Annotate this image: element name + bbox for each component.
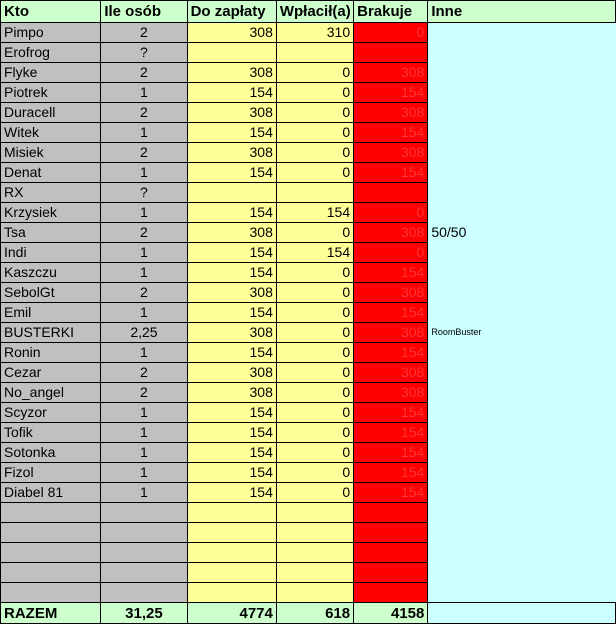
cell-do-zaplaty[interactable] bbox=[187, 563, 276, 583]
cell-inne[interactable] bbox=[428, 583, 616, 603]
cell-kto[interactable]: Tofik bbox=[1, 423, 101, 443]
cell-inne[interactable] bbox=[428, 23, 616, 43]
cell-brakuje[interactable] bbox=[354, 543, 428, 563]
cell-inne[interactable] bbox=[428, 283, 616, 303]
total-wplacil[interactable]: 618 bbox=[276, 603, 353, 624]
cell-inne[interactable]: 50/50 bbox=[428, 223, 616, 243]
cell-ile-osob[interactable]: 2 bbox=[101, 383, 187, 403]
cell-brakuje[interactable]: 308 bbox=[354, 223, 428, 243]
cell-ile-osob[interactable]: 1 bbox=[101, 463, 187, 483]
cell-wplacil[interactable] bbox=[276, 183, 353, 203]
cell-kto[interactable]: Diabel 81 bbox=[1, 483, 101, 503]
cell-brakuje[interactable] bbox=[354, 583, 428, 603]
cell-ile-osob[interactable]: 2 bbox=[101, 363, 187, 383]
table-row bbox=[1, 543, 616, 563]
cell-brakuje[interactable]: 0 bbox=[354, 203, 428, 223]
cell-ile-osob[interactable]: 2,25 bbox=[101, 323, 187, 343]
cell-do-zaplaty[interactable]: 308 bbox=[187, 23, 276, 43]
cell-do-zaplaty[interactable]: 308 bbox=[187, 63, 276, 83]
cell-do-zaplaty[interactable] bbox=[187, 523, 276, 543]
header-row bbox=[1, 1, 616, 23]
cell-inne[interactable] bbox=[428, 463, 616, 483]
cell-wplacil[interactable] bbox=[276, 583, 353, 603]
cell-wplacil[interactable]: 0 bbox=[276, 83, 353, 103]
cell-kto[interactable]: Krzysiek bbox=[1, 203, 101, 223]
table-row bbox=[1, 83, 616, 103]
cell-brakuje[interactable]: 154 bbox=[354, 423, 428, 443]
cell-do-zaplaty[interactable] bbox=[187, 503, 276, 523]
table-row bbox=[1, 503, 616, 523]
cell-do-zaplaty[interactable]: 154 bbox=[187, 463, 276, 483]
cell-wplacil[interactable]: 0 bbox=[276, 323, 353, 343]
cell-inne[interactable] bbox=[428, 443, 616, 463]
cell-ile-osob[interactable]: ? bbox=[101, 43, 187, 63]
cell-kto[interactable]: No_angel bbox=[1, 383, 101, 403]
cell-inne[interactable] bbox=[428, 523, 616, 543]
cell-kto[interactable] bbox=[1, 563, 101, 583]
cell-brakuje[interactable]: 154 bbox=[354, 343, 428, 363]
cell-kto[interactable] bbox=[1, 583, 101, 603]
cell-do-zaplaty[interactable]: 308 bbox=[187, 363, 276, 383]
cell-brakuje[interactable]: 154 bbox=[354, 403, 428, 423]
cell-inne[interactable] bbox=[428, 243, 616, 263]
cell-ile-osob[interactable]: 1 bbox=[101, 303, 187, 323]
table-row bbox=[1, 263, 616, 283]
cell-wplacil[interactable]: 0 bbox=[276, 383, 353, 403]
cell-kto[interactable]: BUSTERKI bbox=[1, 323, 101, 343]
table-row bbox=[1, 23, 616, 43]
cell-brakuje[interactable]: 154 bbox=[354, 123, 428, 143]
cell-inne[interactable] bbox=[428, 303, 616, 323]
cell-kto[interactable]: Pimpo bbox=[1, 23, 101, 43]
cell-wplacil[interactable]: 0 bbox=[276, 123, 353, 143]
cell-wplacil[interactable] bbox=[276, 543, 353, 563]
cell-do-zaplaty[interactable]: 308 bbox=[187, 223, 276, 243]
table-row bbox=[1, 243, 616, 263]
cell-inne[interactable]: RoomBuster bbox=[428, 323, 616, 343]
cell-brakuje[interactable]: 0 bbox=[354, 243, 428, 263]
cell-ile-osob[interactable]: 2 bbox=[101, 223, 187, 243]
header-wplacil[interactable]: Wpłacił(a) bbox=[276, 1, 353, 23]
cell-ile-osob[interactable]: 2 bbox=[101, 63, 187, 83]
cell-ile-osob[interactable] bbox=[101, 563, 187, 583]
cell-ile-osob[interactable] bbox=[101, 523, 187, 543]
cell-ile-osob[interactable]: ? bbox=[101, 183, 187, 203]
cell-wplacil[interactable]: 0 bbox=[276, 363, 353, 383]
cell-kto[interactable] bbox=[1, 523, 101, 543]
cell-ile-osob[interactable] bbox=[101, 583, 187, 603]
cell-kto[interactable] bbox=[1, 503, 101, 523]
cell-do-zaplaty[interactable]: 154 bbox=[187, 303, 276, 323]
cell-inne[interactable] bbox=[428, 423, 616, 443]
cell-do-zaplaty[interactable]: 154 bbox=[187, 123, 276, 143]
cell-kto[interactable]: Misiek bbox=[1, 143, 101, 163]
table-row bbox=[1, 323, 616, 343]
cell-wplacil[interactable]: 310 bbox=[276, 23, 353, 43]
total-ile-osob[interactable]: 31,25 bbox=[101, 603, 187, 624]
cell-ile-osob[interactable]: 1 bbox=[101, 163, 187, 183]
table-row bbox=[1, 383, 616, 403]
table-row bbox=[1, 63, 616, 83]
table-row bbox=[1, 403, 616, 423]
cell-kto[interactable]: Kaszczu bbox=[1, 263, 101, 283]
cell-do-zaplaty[interactable]: 308 bbox=[187, 383, 276, 403]
cell-wplacil[interactable]: 0 bbox=[276, 283, 353, 303]
cell-inne[interactable] bbox=[428, 123, 616, 143]
cell-brakuje[interactable]: 154 bbox=[354, 163, 428, 183]
table-row bbox=[1, 523, 616, 543]
total-do-zaplaty[interactable]: 4774 bbox=[187, 603, 276, 624]
total-brakuje[interactable]: 4158 bbox=[354, 603, 428, 624]
cell-kto[interactable]: Cezar bbox=[1, 363, 101, 383]
table-row bbox=[1, 103, 616, 123]
cell-kto[interactable]: Duracell bbox=[1, 103, 101, 123]
cell-brakuje[interactable] bbox=[354, 43, 428, 63]
cell-brakuje[interactable]: 308 bbox=[354, 143, 428, 163]
cell-ile-osob[interactable]: 1 bbox=[101, 263, 187, 283]
table-row bbox=[1, 463, 616, 483]
cell-do-zaplaty[interactable]: 154 bbox=[187, 403, 276, 423]
cell-wplacil[interactable]: 0 bbox=[276, 63, 353, 83]
cell-wplacil[interactable]: 0 bbox=[276, 463, 353, 483]
cell-brakuje[interactable]: 0 bbox=[354, 23, 428, 43]
cell-brakuje[interactable]: 154 bbox=[354, 263, 428, 283]
table-row bbox=[1, 203, 616, 223]
cell-wplacil[interactable] bbox=[276, 503, 353, 523]
cell-ile-osob[interactable]: 1 bbox=[101, 443, 187, 463]
table-row bbox=[1, 223, 616, 243]
header-inne[interactable]: Inne bbox=[428, 1, 616, 23]
cell-do-zaplaty[interactable]: 308 bbox=[187, 103, 276, 123]
cell-kto[interactable]: Erofrog bbox=[1, 43, 101, 63]
table-row bbox=[1, 143, 616, 163]
cell-kto[interactable]: Piotrek bbox=[1, 83, 101, 103]
table-row bbox=[1, 163, 616, 183]
cell-kto[interactable]: Flyke bbox=[1, 63, 101, 83]
table-row bbox=[1, 123, 616, 143]
cell-inne[interactable] bbox=[428, 483, 616, 503]
cell-ile-osob[interactable]: 1 bbox=[101, 83, 187, 103]
cell-kto[interactable]: Emil bbox=[1, 303, 101, 323]
cell-do-zaplaty[interactable]: 154 bbox=[187, 423, 276, 443]
cell-do-zaplaty[interactable]: 154 bbox=[187, 163, 276, 183]
cell-do-zaplaty[interactable]: 308 bbox=[187, 143, 276, 163]
cell-do-zaplaty[interactable]: 154 bbox=[187, 83, 276, 103]
cell-brakuje[interactable]: 154 bbox=[354, 443, 428, 463]
cell-do-zaplaty[interactable] bbox=[187, 583, 276, 603]
cell-do-zaplaty[interactable] bbox=[187, 543, 276, 563]
table-row bbox=[1, 43, 616, 63]
cell-kto[interactable]: Ronin bbox=[1, 343, 101, 363]
cell-brakuje[interactable]: 308 bbox=[354, 103, 428, 123]
cell-inne[interactable] bbox=[428, 363, 616, 383]
cell-ile-osob[interactable]: 2 bbox=[101, 103, 187, 123]
cell-do-zaplaty[interactable]: 154 bbox=[187, 343, 276, 363]
cell-inne[interactable] bbox=[428, 383, 616, 403]
cell-kto[interactable]: Sotonka bbox=[1, 443, 101, 463]
cell-kto[interactable]: SebolGt bbox=[1, 283, 101, 303]
cell-kto[interactable]: RX bbox=[1, 183, 101, 203]
table-row bbox=[1, 563, 616, 583]
table-row bbox=[1, 483, 616, 503]
cell-wplacil[interactable]: 0 bbox=[276, 223, 353, 243]
cell-ile-osob[interactable]: 1 bbox=[101, 203, 187, 223]
cell-ile-osob[interactable]: 2 bbox=[101, 23, 187, 43]
cell-inne[interactable] bbox=[428, 263, 616, 283]
cell-inne[interactable] bbox=[428, 163, 616, 183]
header-do-zaplaty[interactable]: Do zapłaty bbox=[187, 1, 276, 23]
cell-wplacil[interactable]: 0 bbox=[276, 163, 353, 183]
cell-kto[interactable]: Denat bbox=[1, 163, 101, 183]
cell-wplacil[interactable]: 0 bbox=[276, 303, 353, 323]
cell-inne[interactable] bbox=[428, 543, 616, 563]
header-kto[interactable]: Kto bbox=[1, 1, 101, 23]
cell-inne[interactable] bbox=[428, 203, 616, 223]
total-inne[interactable] bbox=[428, 603, 616, 624]
header-brakuje[interactable]: Brakuje bbox=[354, 1, 428, 23]
cell-do-zaplaty[interactable]: 154 bbox=[187, 203, 276, 223]
cell-wplacil[interactable] bbox=[276, 563, 353, 583]
cell-brakuje[interactable]: 154 bbox=[354, 463, 428, 483]
cell-brakuje[interactable] bbox=[354, 183, 428, 203]
cell-kto[interactable] bbox=[1, 543, 101, 563]
table-row bbox=[1, 443, 616, 463]
cell-inne[interactable] bbox=[428, 83, 616, 103]
table-row bbox=[1, 343, 616, 363]
cell-kto[interactable]: Witek bbox=[1, 123, 101, 143]
cell-wplacil[interactable]: 0 bbox=[276, 423, 353, 443]
cell-ile-osob[interactable]: 2 bbox=[101, 283, 187, 303]
cell-ile-osob[interactable]: 1 bbox=[101, 483, 187, 503]
table-row bbox=[1, 283, 616, 303]
cell-brakuje[interactable] bbox=[354, 563, 428, 583]
cell-ile-osob[interactable]: 1 bbox=[101, 123, 187, 143]
cell-brakuje[interactable]: 308 bbox=[354, 63, 428, 83]
cell-wplacil[interactable]: 0 bbox=[276, 103, 353, 123]
cell-kto[interactable]: Tsa bbox=[1, 223, 101, 243]
cell-do-zaplaty[interactable] bbox=[187, 43, 276, 63]
cell-inne[interactable] bbox=[428, 403, 616, 423]
cell-wplacil[interactable]: 0 bbox=[276, 343, 353, 363]
table-row bbox=[1, 363, 616, 383]
cell-do-zaplaty[interactable]: 154 bbox=[187, 443, 276, 463]
cell-inne[interactable] bbox=[428, 183, 616, 203]
cell-kto[interactable]: Scyzor bbox=[1, 403, 101, 423]
cell-do-zaplaty[interactable]: 308 bbox=[187, 323, 276, 343]
cell-inne[interactable] bbox=[428, 43, 616, 63]
cell-wplacil[interactable]: 0 bbox=[276, 143, 353, 163]
cell-wplacil[interactable]: 154 bbox=[276, 203, 353, 223]
cell-brakuje[interactable]: 308 bbox=[354, 323, 428, 343]
cell-brakuje[interactable]: 308 bbox=[354, 283, 428, 303]
total-row bbox=[1, 603, 616, 624]
cell-brakuje[interactable]: 308 bbox=[354, 363, 428, 383]
cell-kto[interactable]: Indi bbox=[1, 243, 101, 263]
cell-do-zaplaty[interactable]: 154 bbox=[187, 263, 276, 283]
cell-wplacil[interactable]: 0 bbox=[276, 443, 353, 463]
cell-kto[interactable]: Fizol bbox=[1, 463, 101, 483]
cell-brakuje[interactable]: 154 bbox=[354, 483, 428, 503]
cell-ile-osob[interactable]: 1 bbox=[101, 243, 187, 263]
cell-ile-osob[interactable] bbox=[101, 503, 187, 523]
cell-brakuje[interactable]: 154 bbox=[354, 303, 428, 323]
cell-inne[interactable] bbox=[428, 143, 616, 163]
cell-do-zaplaty[interactable] bbox=[187, 183, 276, 203]
table-row bbox=[1, 423, 616, 443]
cell-wplacil[interactable]: 0 bbox=[276, 483, 353, 503]
cell-do-zaplaty[interactable]: 308 bbox=[187, 283, 276, 303]
cell-inne[interactable] bbox=[428, 563, 616, 583]
table-row bbox=[1, 583, 616, 603]
cell-inne[interactable] bbox=[428, 343, 616, 363]
cell-ile-osob[interactable] bbox=[101, 543, 187, 563]
cell-wplacil[interactable]: 154 bbox=[276, 243, 353, 263]
header-ile-osob[interactable]: Ile osób bbox=[101, 1, 187, 23]
cell-ile-osob[interactable]: 1 bbox=[101, 403, 187, 423]
cell-brakuje[interactable]: 154 bbox=[354, 83, 428, 103]
cell-brakuje[interactable]: 308 bbox=[354, 383, 428, 403]
table-row bbox=[1, 303, 616, 323]
cell-wplacil[interactable] bbox=[276, 43, 353, 63]
cell-do-zaplaty[interactable]: 154 bbox=[187, 243, 276, 263]
cell-wplacil[interactable]: 0 bbox=[276, 263, 353, 283]
cell-ile-osob[interactable]: 2 bbox=[101, 143, 187, 163]
cell-ile-osob[interactable]: 1 bbox=[101, 343, 187, 363]
table-row bbox=[1, 183, 616, 203]
cell-wplacil[interactable] bbox=[276, 523, 353, 543]
total-label[interactable]: RAZEM bbox=[1, 603, 101, 624]
cell-inne[interactable] bbox=[428, 63, 616, 83]
cell-brakuje[interactable] bbox=[354, 503, 428, 523]
cell-inne[interactable] bbox=[428, 103, 616, 123]
cell-do-zaplaty[interactable]: 154 bbox=[187, 483, 276, 503]
cell-wplacil[interactable]: 0 bbox=[276, 403, 353, 423]
cell-brakuje[interactable] bbox=[354, 523, 428, 543]
cell-inne[interactable] bbox=[428, 503, 616, 523]
cell-ile-osob[interactable]: 1 bbox=[101, 423, 187, 443]
